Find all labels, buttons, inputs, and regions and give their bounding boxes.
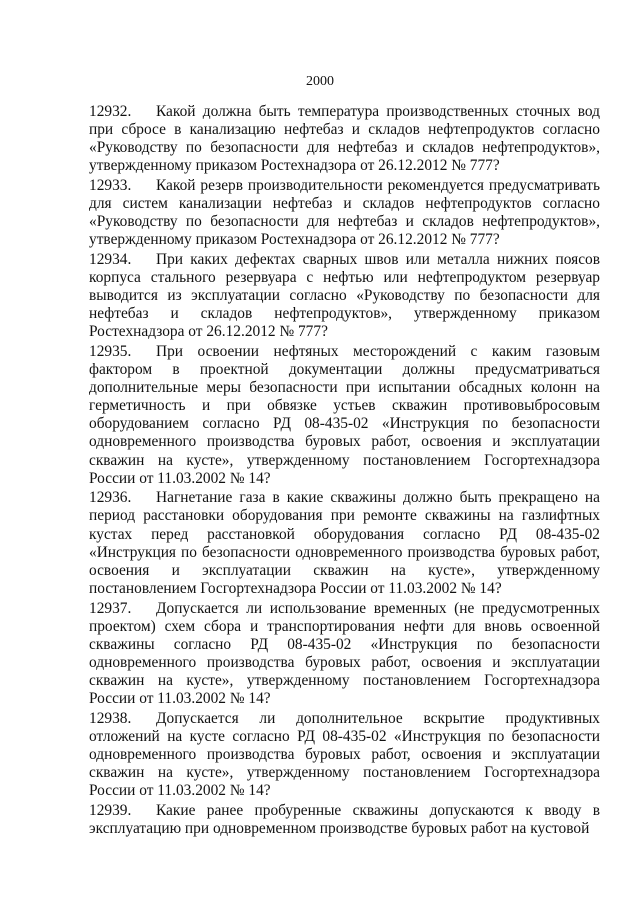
question-text: Нагнетание газа в какие скважины должно быть прекращено на период расстановки оборудования при ремонте скважины на газлифтных кустах перед расстановкой оборудования согласно РД 08-435-02 «Инструкция по безопасности одновременного производства буровых работ, освоения и эксплуатации скважин на кусте», утвержденному постановлением Госгортехнадзора России от 11.03.2002 № 14? (89, 489, 600, 597)
question-text: Какой резерв производительности рекомендуется предусматривать для систем канализации нефтебаз и складов нефтепродуктов согласно «Руководству по безопасности для нефтебаз и складов нефтепродуктов», утвержденному приказом Ростехнадзора от 26.12.2012 № 777? (89, 176, 600, 249)
question-item (89, 343, 600, 488)
question-number: 12939. (89, 801, 132, 819)
question-item (89, 802, 600, 838)
question-number: 12932. (89, 103, 132, 120)
question-text: Допускается ли дополнительное вскрытие продуктивных отложений на кусте согласно РД 08-435-02 «Инструкция по безопасности одновременного производства буровых работ, освоения и эксплуатации скважин на кусте», утвержденному постановлением Госгортехнадзора России от 11.03.2002 № 14? (89, 709, 600, 800)
question-text: При каких дефектах сварных швов или металла нижних поясов корпуса стального резервуара с нефтью или нефтепродуктом резервуар выводится из эксплуатации согласно «Руководству по безопасности для нефтебаз и складов нефтепродуктов», утвержденному приказом Ростехнадзора от 26.12.2012 № 777? (89, 250, 600, 341)
question-number: 12935. (89, 343, 132, 360)
question-item (89, 600, 600, 709)
question-item (89, 489, 600, 598)
question-number: 12936. (89, 489, 132, 507)
page-number: 2000 (306, 74, 334, 89)
question-number: 12937. (89, 599, 132, 617)
question-text: Какой должна быть температура производственных сточных вод при сбросе в канализацию нефтебаз и складов нефтепродуктов согласно «Руководству по безопасности для нефтебаз и складов нефтепродуктов», утвержденному приказом Ростехнадзора от 26.12.2012 № 777? (89, 103, 600, 175)
question-item (89, 103, 600, 175)
question-number: 12933. (89, 176, 132, 194)
question-list (89, 103, 600, 838)
question-item (89, 251, 600, 341)
question-number: 12934. (89, 250, 132, 268)
question-text: Какие ранее пробуренные скважины допускаются к вводу в эксплуатацию при одновременном производстве буровых работ на кустовой (89, 801, 600, 837)
question-item (89, 177, 600, 249)
question-number: 12938. (89, 709, 132, 727)
question-text: Допускается ли использование временных (не предусмотренных проектом) схем сбора и транспортирования нефти для вновь освоенной скважины согласно РД 08-435-02 «Инструкция по безопасности одновременного производства буровых работ, освоения и эксплуатации скважин на кусте», утвержденному постановлением Госгортехнадзора России от 11.03.2002 № 14? (89, 599, 600, 707)
question-item (89, 710, 600, 800)
question-text: При освоении нефтяных месторождений с каким газовым фактором в проектной документации должны предусматриваться дополнительные меры безопасности при испытании обсадных колонн на герметичность и при обвязке устьев скважин противовыбросовым оборудованием согласно РД 08-435-02 «Инструкция по безопасности одновременного производства буровых работ, освоения и эксплуатации скважин на кусте», утвержденному постановлением Госгортехнадзора России от 11.03.2002 № 14? (89, 343, 600, 487)
